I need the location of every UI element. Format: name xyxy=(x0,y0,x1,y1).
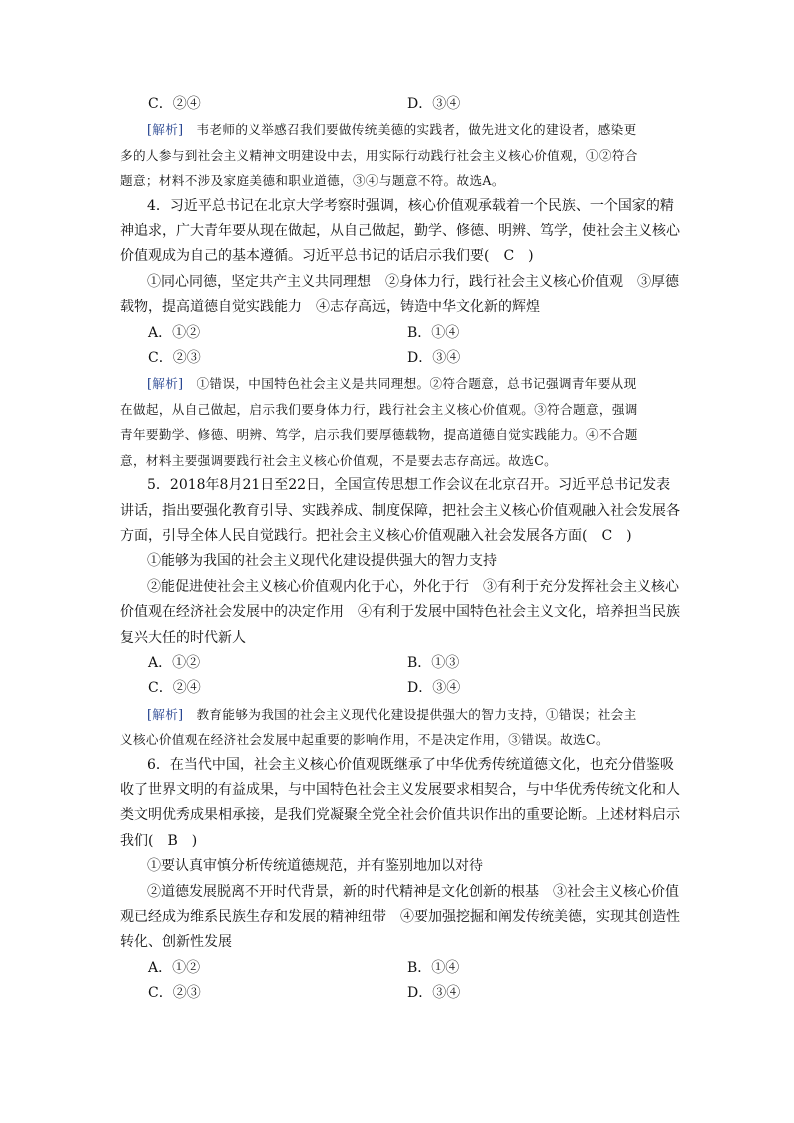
analysis-line: 义核心价值观在经济社会发展中起重要的影响作用，不是决定作用，③错误。故选C。 xyxy=(120,732,609,748)
question-stem-line: 讲话，指出要强化教育引导、实践养成、制度保障，把社会主义核心价值观融入社会发展各 xyxy=(120,502,680,519)
options-row xyxy=(120,676,675,701)
option-d: D．③④ xyxy=(407,96,461,112)
analysis-text: 韦老师的义举感召我们要做传统美德的实践者，做先进文化的建设者，感染更 xyxy=(196,122,637,138)
option-a: A．①② xyxy=(148,324,201,341)
question-stem-line: 类文明优秀成果相承接，是我们党凝聚全党全社会价值共识作出的重要论断。上述材料启示 xyxy=(120,807,680,824)
analysis-line xyxy=(120,371,675,396)
question-stem-line: 我们( B ) xyxy=(120,832,198,849)
analysis-line: 意，材料主要强调要践行社会主义核心价值观，不是要去志存高远。故选C。 xyxy=(120,452,558,468)
analysis-tag: [解析] xyxy=(147,122,184,138)
statement-line: 价值观在经济社会发展中的决定作用 ④有利于发展中国特色社会主义文化，培养担当民族 xyxy=(120,604,680,621)
option-c: C．②④ xyxy=(148,680,201,697)
analysis-text: 教育能够为我国的社会主义现代化建设提供强大的智力支持，①错误；社会主 xyxy=(196,706,637,722)
options-row xyxy=(120,346,675,371)
analysis-tag: [解析] xyxy=(147,376,184,392)
options-row xyxy=(120,956,675,981)
option-a: A．①② xyxy=(148,654,201,671)
option-b: B．①④ xyxy=(407,959,460,976)
statement-line: ①同心同德，坚定共产主义共同理想 ②身体力行，践行社会主义核心价值观 ③厚德 xyxy=(147,273,679,290)
question-stem-line: 6．在当代中国，社会主义核心价值观既继承了中华优秀传统道德文化，也充分借鉴吸 xyxy=(147,756,674,773)
options-row xyxy=(120,321,675,346)
option-b: B．①④ xyxy=(407,324,460,341)
analysis-line xyxy=(120,117,675,142)
statement-line: 复兴大任的时代新人 xyxy=(120,629,246,646)
statement-line: ②道德发展脱离不开时代背景，新的时代精神是文化创新的根基 ③社会主义核心价值 xyxy=(147,883,679,900)
option-c: C．②④ xyxy=(148,96,201,112)
option-d: D．③④ xyxy=(407,350,461,367)
question-stem-line: 5．2018年8月21日至22日，全国宣传思想工作会议在北京召开。习近平总书记发表 xyxy=(147,477,671,494)
options-row xyxy=(120,651,675,676)
statement-line: 载物，提高道德自觉实践能力 ④志存高远，铸造中华文化新的辉煌 xyxy=(120,299,540,316)
statement-line: ①要认真审慎分析传统道德规范，并有鉴别地加以对待 xyxy=(147,858,483,875)
exam-page xyxy=(120,92,680,1007)
option-b: B．①③ xyxy=(407,654,460,671)
question-stem-line: 神追求，广大青年要从现在做起，从自己做起，勤学、修德、明辨、笃学，使社会主义核心 xyxy=(120,223,680,240)
options-row xyxy=(120,981,675,1006)
analysis-tag: [解析] xyxy=(147,706,184,722)
option-a: A．①② xyxy=(148,959,201,976)
question-stem-line: 方面，引导全体人民自觉践行。把社会主义核心价值观融入社会发展各方面( C ) xyxy=(120,527,632,544)
analysis-line: 在做起，从自己做起，启示我们要身体力行，践行社会主义核心价值观。③符合题意，强调 xyxy=(120,401,638,417)
statement-line: ①能够为我国的社会主义现代化建设提供强大的智力支持 xyxy=(147,553,497,570)
analysis-line: 题意；材料不涉及家庭美德和职业道德，③④与题意不符。故选A。 xyxy=(120,173,505,189)
analysis-line xyxy=(120,702,675,727)
statement-line: 转化、创新性发展 xyxy=(120,934,232,951)
question-stem-line: 收了世界文明的有益成果，与中国特色社会主义发展要求相契合，与中华优秀传统文化和人 xyxy=(120,781,680,798)
statement-line: ②能促进使社会主义核心价值观内化于心，外化于行 ③有利于充分发挥社会主义核心 xyxy=(147,578,679,595)
option-d: D．③④ xyxy=(407,680,461,697)
analysis-line: 青年要勤学、修德、明辨、笃学，启示我们要厚德载物，提高道德自觉实践能力。④不合题 xyxy=(120,427,638,443)
question-stem-line: 价值观成为自己的基本遵循。习近平总书记的话启示我们要( C ) xyxy=(120,248,534,265)
option-c: C．②③ xyxy=(148,985,201,1002)
statement-line: 观已经成为维系民族生存和发展的精神纽带 ④要加强挖掘和阐发传统美德，实现其创造性 xyxy=(120,909,680,925)
option-c: C．②③ xyxy=(148,350,201,367)
option-d: D．③④ xyxy=(407,985,461,1002)
options-row xyxy=(120,92,675,117)
analysis-text: ①错误，中国特色社会主义是共同理想。②符合题意，总书记强调青年要从现 xyxy=(196,376,637,392)
analysis-line: 多的人参与到社会主义精神文明建设中去，用实际行动践行社会主义核心价值观，①②符合 xyxy=(120,147,638,163)
question-stem-line: 4．习近平总书记在北京大学考察时强调，核心价值观承载着一个民族、一个国家的精 xyxy=(147,197,674,214)
